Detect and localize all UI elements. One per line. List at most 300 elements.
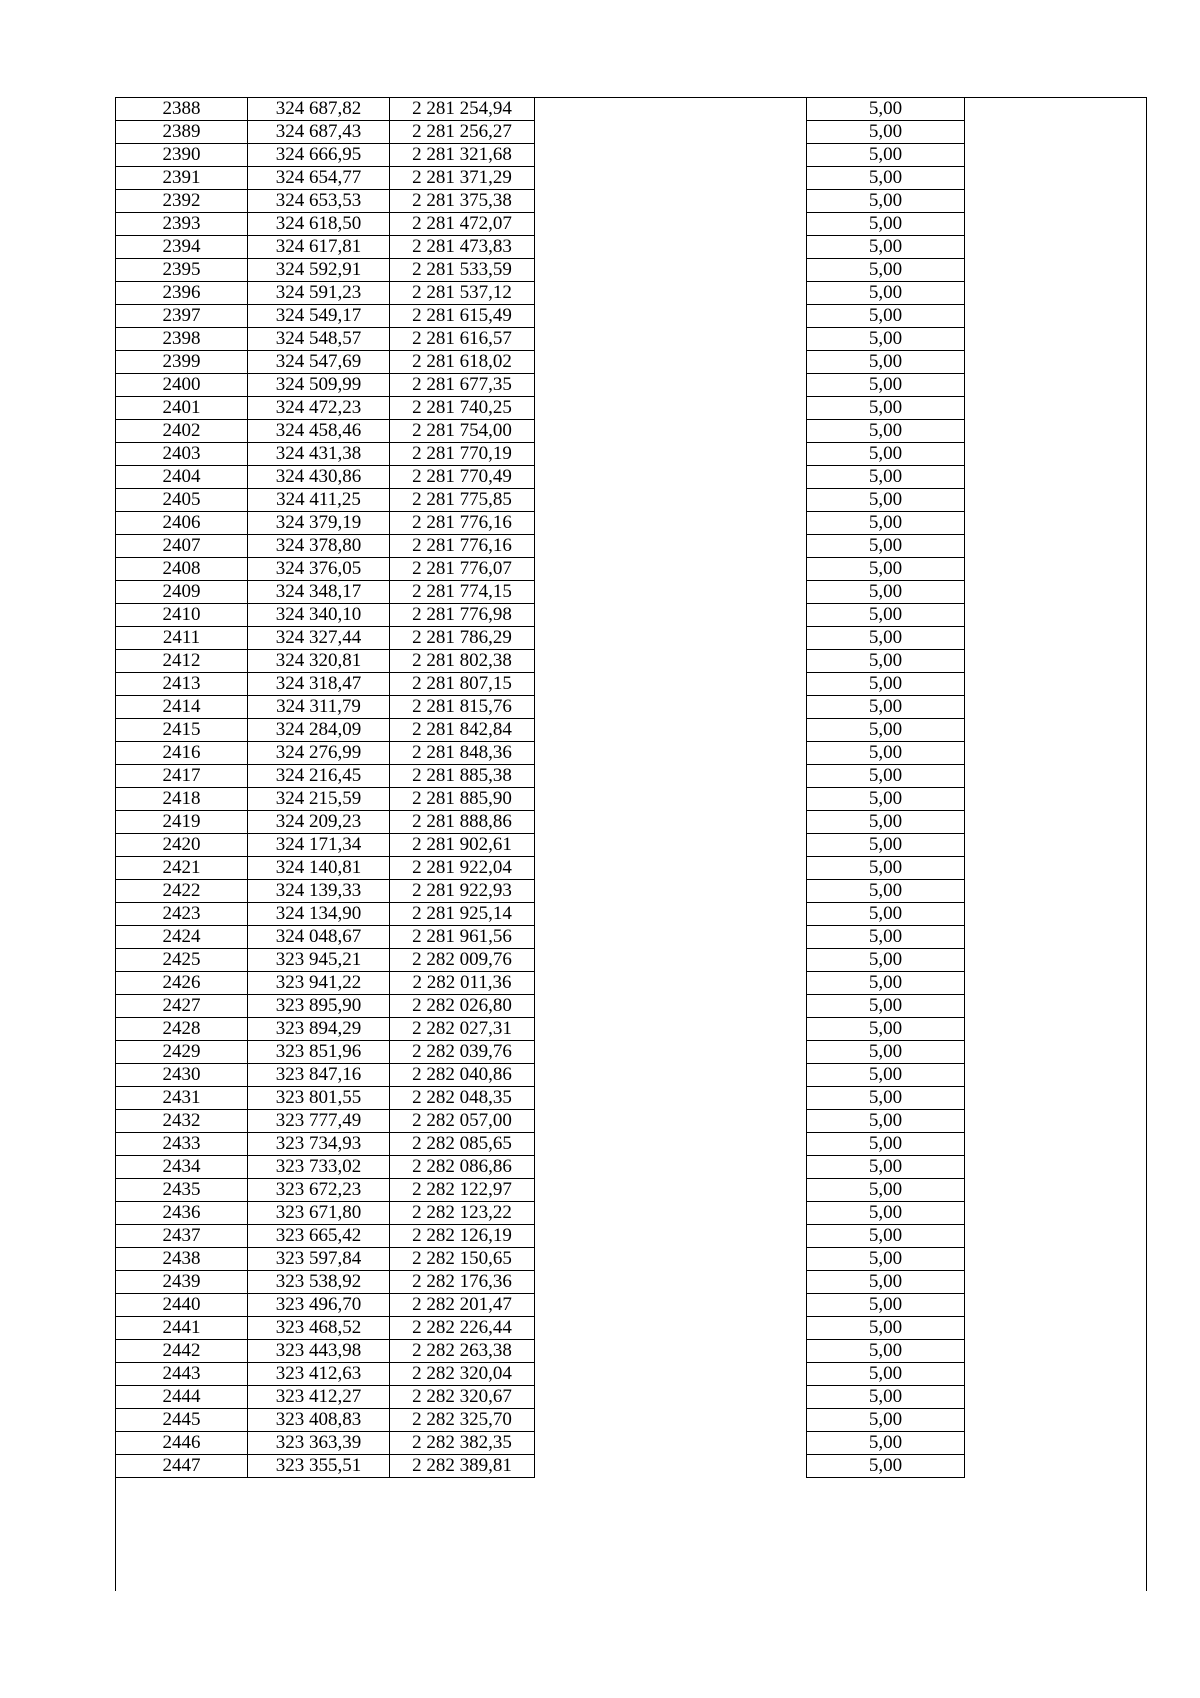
empty-cell xyxy=(535,1409,807,1432)
x-coordinate-cell: 324 687,43 xyxy=(248,121,390,144)
y-coordinate-cell: 2 281 375,38 xyxy=(390,190,535,213)
empty-cell xyxy=(965,1317,1148,1340)
y-coordinate-cell: 2 282 150,65 xyxy=(390,1248,535,1271)
y-coordinate-cell: 2 281 677,35 xyxy=(390,374,535,397)
table-row xyxy=(116,650,1148,673)
empty-cell xyxy=(965,1409,1148,1432)
empty-cell xyxy=(965,949,1148,972)
table-row xyxy=(116,1225,1148,1248)
x-coordinate-cell: 323 895,90 xyxy=(248,995,390,1018)
table-row xyxy=(116,466,1148,489)
x-coordinate-cell: 323 468,52 xyxy=(248,1317,390,1340)
value-cell: 5,00 xyxy=(807,1317,965,1340)
value-cell: 5,00 xyxy=(807,167,965,190)
empty-cell xyxy=(535,512,807,535)
empty-cell xyxy=(965,213,1148,236)
empty-cell xyxy=(535,650,807,673)
empty-cell xyxy=(965,190,1148,213)
x-coordinate-cell: 323 847,16 xyxy=(248,1064,390,1087)
table-row xyxy=(116,995,1148,1018)
point-number-cell: 2444 xyxy=(116,1386,248,1409)
value-cell: 5,00 xyxy=(807,1409,965,1432)
empty-cell xyxy=(535,305,807,328)
empty-cell xyxy=(965,1386,1148,1409)
point-number-cell: 2415 xyxy=(116,719,248,742)
table-row xyxy=(116,397,1148,420)
point-number-cell: 2423 xyxy=(116,903,248,926)
x-coordinate-cell: 323 355,51 xyxy=(248,1455,390,1478)
y-coordinate-cell: 2 282 126,19 xyxy=(390,1225,535,1248)
empty-cell xyxy=(535,1363,807,1386)
table-row xyxy=(116,420,1148,443)
empty-cell xyxy=(535,1018,807,1041)
y-coordinate-cell: 2 281 815,76 xyxy=(390,696,535,719)
table-row xyxy=(116,673,1148,696)
x-coordinate-cell: 324 284,09 xyxy=(248,719,390,742)
point-number-cell: 2420 xyxy=(116,834,248,857)
value-cell: 5,00 xyxy=(807,236,965,259)
empty-cell xyxy=(535,719,807,742)
x-coordinate-cell: 323 734,93 xyxy=(248,1133,390,1156)
value-cell: 5,00 xyxy=(807,1225,965,1248)
table-row xyxy=(116,1340,1148,1363)
x-coordinate-cell: 323 412,63 xyxy=(248,1363,390,1386)
empty-cell xyxy=(535,328,807,351)
point-number-cell: 2398 xyxy=(116,328,248,351)
point-number-cell: 2402 xyxy=(116,420,248,443)
y-coordinate-cell: 2 282 086,86 xyxy=(390,1156,535,1179)
value-cell: 5,00 xyxy=(807,650,965,673)
empty-cell xyxy=(965,535,1148,558)
empty-cell xyxy=(965,903,1148,926)
y-coordinate-cell: 2 281 774,15 xyxy=(390,581,535,604)
empty-cell xyxy=(965,558,1148,581)
x-coordinate-cell: 323 672,23 xyxy=(248,1179,390,1202)
point-number-cell: 2437 xyxy=(116,1225,248,1248)
value-cell: 5,00 xyxy=(807,190,965,213)
value-cell: 5,00 xyxy=(807,903,965,926)
y-coordinate-cell: 2 282 123,22 xyxy=(390,1202,535,1225)
x-coordinate-cell: 324 549,17 xyxy=(248,305,390,328)
y-coordinate-cell: 2 281 848,36 xyxy=(390,742,535,765)
value-cell: 5,00 xyxy=(807,1156,965,1179)
x-coordinate-cell: 323 363,39 xyxy=(248,1432,390,1455)
point-number-cell: 2426 xyxy=(116,972,248,995)
table-row xyxy=(116,236,1148,259)
empty-cell xyxy=(535,351,807,374)
empty-cell xyxy=(965,1179,1148,1202)
table-row xyxy=(116,351,1148,374)
value-cell: 5,00 xyxy=(807,213,965,236)
x-coordinate-cell: 324 311,79 xyxy=(248,696,390,719)
coordinates-table xyxy=(115,97,1148,1478)
empty-cell xyxy=(965,696,1148,719)
empty-cell xyxy=(965,282,1148,305)
empty-cell xyxy=(535,949,807,972)
point-number-cell: 2395 xyxy=(116,259,248,282)
value-cell: 5,00 xyxy=(807,1271,965,1294)
empty-cell xyxy=(965,788,1148,811)
table-row xyxy=(116,1455,1148,1478)
point-number-cell: 2438 xyxy=(116,1248,248,1271)
y-coordinate-cell: 2 281 842,84 xyxy=(390,719,535,742)
y-coordinate-cell: 2 281 775,85 xyxy=(390,489,535,512)
y-coordinate-cell: 2 281 885,38 xyxy=(390,765,535,788)
point-number-cell: 2399 xyxy=(116,351,248,374)
table-row xyxy=(116,1110,1148,1133)
empty-cell xyxy=(965,236,1148,259)
empty-cell xyxy=(535,742,807,765)
value-cell: 5,00 xyxy=(807,811,965,834)
table-row xyxy=(116,558,1148,581)
x-coordinate-cell: 324 171,34 xyxy=(248,834,390,857)
y-coordinate-cell: 2 281 254,94 xyxy=(390,98,535,121)
table-row xyxy=(116,1179,1148,1202)
x-coordinate-cell: 323 671,80 xyxy=(248,1202,390,1225)
point-number-cell: 2424 xyxy=(116,926,248,949)
empty-cell xyxy=(965,374,1148,397)
empty-cell xyxy=(535,1432,807,1455)
y-coordinate-cell: 2 281 885,90 xyxy=(390,788,535,811)
value-cell: 5,00 xyxy=(807,857,965,880)
empty-cell xyxy=(965,650,1148,673)
table-row xyxy=(116,213,1148,236)
y-coordinate-cell: 2 281 321,68 xyxy=(390,144,535,167)
x-coordinate-cell: 324 666,95 xyxy=(248,144,390,167)
y-coordinate-cell: 2 281 740,25 xyxy=(390,397,535,420)
table-row xyxy=(116,1248,1148,1271)
x-coordinate-cell: 324 318,47 xyxy=(248,673,390,696)
empty-cell xyxy=(535,1317,807,1340)
table-row xyxy=(116,1202,1148,1225)
empty-cell xyxy=(535,1133,807,1156)
value-cell: 5,00 xyxy=(807,719,965,742)
value-cell: 5,00 xyxy=(807,259,965,282)
empty-cell xyxy=(965,144,1148,167)
value-cell: 5,00 xyxy=(807,880,965,903)
x-coordinate-cell: 323 408,83 xyxy=(248,1409,390,1432)
y-coordinate-cell: 2 281 776,98 xyxy=(390,604,535,627)
point-number-cell: 2396 xyxy=(116,282,248,305)
point-number-cell: 2412 xyxy=(116,650,248,673)
y-coordinate-cell: 2 281 256,27 xyxy=(390,121,535,144)
table-row xyxy=(116,604,1148,627)
empty-cell xyxy=(965,811,1148,834)
point-number-cell: 2391 xyxy=(116,167,248,190)
point-number-cell: 2427 xyxy=(116,995,248,1018)
empty-cell xyxy=(535,673,807,696)
value-cell: 5,00 xyxy=(807,742,965,765)
empty-cell xyxy=(965,1432,1148,1455)
value-cell: 5,00 xyxy=(807,144,965,167)
x-coordinate-cell: 324 139,33 xyxy=(248,880,390,903)
empty-cell xyxy=(535,1179,807,1202)
x-coordinate-cell: 323 777,49 xyxy=(248,1110,390,1133)
empty-cell xyxy=(965,1110,1148,1133)
x-coordinate-cell: 323 894,29 xyxy=(248,1018,390,1041)
y-coordinate-cell: 2 282 122,97 xyxy=(390,1179,535,1202)
table-row xyxy=(116,167,1148,190)
empty-cell xyxy=(535,1294,807,1317)
point-number-cell: 2446 xyxy=(116,1432,248,1455)
empty-cell xyxy=(965,581,1148,604)
x-coordinate-cell: 324 653,53 xyxy=(248,190,390,213)
empty-cell xyxy=(535,144,807,167)
empty-cell xyxy=(535,397,807,420)
x-coordinate-cell: 324 654,77 xyxy=(248,167,390,190)
value-cell: 5,00 xyxy=(807,673,965,696)
table-row xyxy=(116,834,1148,857)
x-coordinate-cell: 324 592,91 xyxy=(248,259,390,282)
empty-cell xyxy=(965,351,1148,374)
value-cell: 5,00 xyxy=(807,1133,965,1156)
value-cell: 5,00 xyxy=(807,949,965,972)
value-cell: 5,00 xyxy=(807,696,965,719)
x-coordinate-cell: 323 733,02 xyxy=(248,1156,390,1179)
table-row xyxy=(116,1386,1148,1409)
x-coordinate-cell: 324 348,17 xyxy=(248,581,390,604)
table-row xyxy=(116,1018,1148,1041)
value-cell: 5,00 xyxy=(807,1340,965,1363)
value-cell: 5,00 xyxy=(807,1455,965,1478)
value-cell: 5,00 xyxy=(807,328,965,351)
empty-cell xyxy=(535,213,807,236)
empty-cell xyxy=(535,374,807,397)
point-number-cell: 2445 xyxy=(116,1409,248,1432)
point-number-cell: 2392 xyxy=(116,190,248,213)
table-row xyxy=(116,328,1148,351)
point-number-cell: 2404 xyxy=(116,466,248,489)
value-cell: 5,00 xyxy=(807,995,965,1018)
table-row xyxy=(116,489,1148,512)
value-cell: 5,00 xyxy=(807,834,965,857)
y-coordinate-cell: 2 281 922,93 xyxy=(390,880,535,903)
empty-cell xyxy=(965,1018,1148,1041)
empty-cell xyxy=(535,121,807,144)
value-cell: 5,00 xyxy=(807,305,965,328)
point-number-cell: 2440 xyxy=(116,1294,248,1317)
table-row xyxy=(116,1064,1148,1087)
x-coordinate-cell: 324 209,23 xyxy=(248,811,390,834)
y-coordinate-cell: 2 282 226,44 xyxy=(390,1317,535,1340)
y-coordinate-cell: 2 282 009,76 xyxy=(390,949,535,972)
table-row xyxy=(116,581,1148,604)
point-number-cell: 2397 xyxy=(116,305,248,328)
empty-cell xyxy=(965,742,1148,765)
y-coordinate-cell: 2 281 618,02 xyxy=(390,351,535,374)
empty-cell xyxy=(965,834,1148,857)
y-coordinate-cell: 2 282 085,65 xyxy=(390,1133,535,1156)
empty-cell xyxy=(965,443,1148,466)
value-cell: 5,00 xyxy=(807,1087,965,1110)
y-coordinate-cell: 2 281 776,16 xyxy=(390,535,535,558)
y-coordinate-cell: 2 282 026,80 xyxy=(390,995,535,1018)
empty-cell xyxy=(535,167,807,190)
value-cell: 5,00 xyxy=(807,604,965,627)
empty-cell xyxy=(965,719,1148,742)
empty-cell xyxy=(965,1340,1148,1363)
y-coordinate-cell: 2 281 616,57 xyxy=(390,328,535,351)
y-coordinate-cell: 2 282 263,38 xyxy=(390,1340,535,1363)
y-coordinate-cell: 2 282 040,86 xyxy=(390,1064,535,1087)
empty-cell xyxy=(965,1133,1148,1156)
x-coordinate-cell: 324 376,05 xyxy=(248,558,390,581)
empty-cell xyxy=(535,995,807,1018)
point-number-cell: 2388 xyxy=(116,98,248,121)
empty-cell xyxy=(535,604,807,627)
empty-cell xyxy=(535,1248,807,1271)
point-number-cell: 2413 xyxy=(116,673,248,696)
empty-cell xyxy=(535,627,807,650)
point-number-cell: 2442 xyxy=(116,1340,248,1363)
empty-cell xyxy=(535,282,807,305)
x-coordinate-cell: 324 134,90 xyxy=(248,903,390,926)
x-coordinate-cell: 323 665,42 xyxy=(248,1225,390,1248)
value-cell: 5,00 xyxy=(807,351,965,374)
empty-cell xyxy=(535,489,807,512)
point-number-cell: 2421 xyxy=(116,857,248,880)
empty-cell xyxy=(965,857,1148,880)
x-coordinate-cell: 324 618,50 xyxy=(248,213,390,236)
table-row xyxy=(116,949,1148,972)
y-coordinate-cell: 2 281 961,56 xyxy=(390,926,535,949)
point-number-cell: 2422 xyxy=(116,880,248,903)
table-row xyxy=(116,282,1148,305)
table-row xyxy=(116,144,1148,167)
table-row xyxy=(116,259,1148,282)
x-coordinate-cell: 323 443,98 xyxy=(248,1340,390,1363)
point-number-cell: 2401 xyxy=(116,397,248,420)
table-row xyxy=(116,512,1148,535)
value-cell: 5,00 xyxy=(807,765,965,788)
empty-cell xyxy=(965,397,1148,420)
point-number-cell: 2410 xyxy=(116,604,248,627)
empty-cell xyxy=(535,926,807,949)
point-number-cell: 2389 xyxy=(116,121,248,144)
x-coordinate-cell: 324 048,67 xyxy=(248,926,390,949)
point-number-cell: 2416 xyxy=(116,742,248,765)
table-row xyxy=(116,1294,1148,1317)
table-row xyxy=(116,443,1148,466)
point-number-cell: 2443 xyxy=(116,1363,248,1386)
point-number-cell: 2409 xyxy=(116,581,248,604)
table-row xyxy=(116,972,1148,995)
value-cell: 5,00 xyxy=(807,466,965,489)
table-row xyxy=(116,788,1148,811)
empty-cell xyxy=(965,926,1148,949)
empty-cell xyxy=(535,857,807,880)
y-coordinate-cell: 2 281 473,83 xyxy=(390,236,535,259)
empty-cell xyxy=(965,1294,1148,1317)
empty-cell xyxy=(535,765,807,788)
table-row xyxy=(116,765,1148,788)
empty-cell xyxy=(965,1225,1148,1248)
x-coordinate-cell: 324 379,19 xyxy=(248,512,390,535)
value-cell: 5,00 xyxy=(807,121,965,144)
y-coordinate-cell: 2 281 371,29 xyxy=(390,167,535,190)
x-coordinate-cell: 324 617,81 xyxy=(248,236,390,259)
value-cell: 5,00 xyxy=(807,489,965,512)
table-row xyxy=(116,627,1148,650)
point-number-cell: 2428 xyxy=(116,1018,248,1041)
empty-cell xyxy=(535,535,807,558)
y-coordinate-cell: 2 281 776,16 xyxy=(390,512,535,535)
value-cell: 5,00 xyxy=(807,374,965,397)
y-coordinate-cell: 2 282 039,76 xyxy=(390,1041,535,1064)
table-row xyxy=(116,857,1148,880)
empty-cell xyxy=(965,328,1148,351)
table-row xyxy=(116,926,1148,949)
y-coordinate-cell: 2 282 201,47 xyxy=(390,1294,535,1317)
y-coordinate-cell: 2 282 057,00 xyxy=(390,1110,535,1133)
point-number-cell: 2406 xyxy=(116,512,248,535)
x-coordinate-cell: 324 411,25 xyxy=(248,489,390,512)
empty-cell xyxy=(965,489,1148,512)
empty-cell xyxy=(965,305,1148,328)
empty-cell xyxy=(535,1340,807,1363)
y-coordinate-cell: 2 281 770,19 xyxy=(390,443,535,466)
table-row xyxy=(116,1271,1148,1294)
empty-cell xyxy=(535,972,807,995)
value-cell: 5,00 xyxy=(807,558,965,581)
table-row xyxy=(116,1041,1148,1064)
value-cell: 5,00 xyxy=(807,535,965,558)
point-number-cell: 2405 xyxy=(116,489,248,512)
value-cell: 5,00 xyxy=(807,1110,965,1133)
x-coordinate-cell: 324 472,23 xyxy=(248,397,390,420)
table-row xyxy=(116,190,1148,213)
value-cell: 5,00 xyxy=(807,926,965,949)
y-coordinate-cell: 2 281 533,59 xyxy=(390,259,535,282)
y-coordinate-cell: 2 281 902,61 xyxy=(390,834,535,857)
empty-cell xyxy=(965,98,1148,121)
y-coordinate-cell: 2 281 925,14 xyxy=(390,903,535,926)
empty-cell xyxy=(535,420,807,443)
value-cell: 5,00 xyxy=(807,420,965,443)
x-coordinate-cell: 323 412,27 xyxy=(248,1386,390,1409)
empty-cell xyxy=(535,1225,807,1248)
point-number-cell: 2411 xyxy=(116,627,248,650)
table-row xyxy=(116,535,1148,558)
empty-cell xyxy=(965,121,1148,144)
x-coordinate-cell: 324 276,99 xyxy=(248,742,390,765)
point-number-cell: 2414 xyxy=(116,696,248,719)
table-row xyxy=(116,880,1148,903)
point-number-cell: 2417 xyxy=(116,765,248,788)
empty-cell xyxy=(965,420,1148,443)
empty-cell xyxy=(965,466,1148,489)
empty-cell xyxy=(965,1202,1148,1225)
value-cell: 5,00 xyxy=(807,1018,965,1041)
x-coordinate-cell: 324 430,86 xyxy=(248,466,390,489)
y-coordinate-cell: 2 281 888,86 xyxy=(390,811,535,834)
point-number-cell: 2400 xyxy=(116,374,248,397)
table-body xyxy=(116,98,1148,1478)
y-coordinate-cell: 2 281 807,15 xyxy=(390,673,535,696)
empty-cell xyxy=(535,1386,807,1409)
empty-cell xyxy=(535,1110,807,1133)
point-number-cell: 2390 xyxy=(116,144,248,167)
y-coordinate-cell: 2 282 027,31 xyxy=(390,1018,535,1041)
y-coordinate-cell: 2 281 754,00 xyxy=(390,420,535,443)
value-cell: 5,00 xyxy=(807,972,965,995)
table-row xyxy=(116,121,1148,144)
table-row xyxy=(116,1363,1148,1386)
value-cell: 5,00 xyxy=(807,1041,965,1064)
table-row xyxy=(116,811,1148,834)
table-row xyxy=(116,742,1148,765)
table-row xyxy=(116,1156,1148,1179)
